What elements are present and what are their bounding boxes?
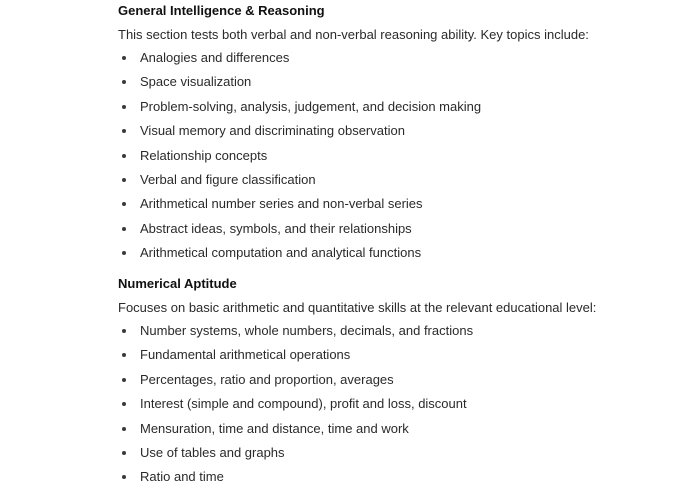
list-item-text: Analogies and differences: [140, 50, 290, 65]
list-item: [118, 95, 678, 119]
list-item: [118, 144, 678, 168]
topic-list-numerical: [118, 319, 678, 490]
list-item: [118, 192, 678, 216]
section-title-numerical: Numerical Aptitude: [118, 276, 237, 291]
topic-list-reasoning: [118, 46, 678, 266]
bullet-icon: [122, 402, 126, 406]
section-intro-numerical: Focuses on basic arithmetic and quantitative skills at the relevant educational level:: [118, 300, 597, 315]
section-title-reasoning: General Intelligence & Reasoning: [118, 3, 325, 18]
bullet-icon: [122, 329, 126, 333]
list-item: [118, 441, 678, 465]
bullet-icon: [122, 378, 126, 382]
list-item-text: Space visualization: [140, 74, 252, 90]
list-item-text: Abstract ideas, symbols, and their relationships: [140, 220, 412, 236]
bullet-icon: [122, 154, 126, 158]
list-item: [118, 168, 678, 192]
list-item-text: Visual memory and discriminating observation: [140, 123, 405, 139]
list-item-text: Number systems, whole numbers, decimals, and fractions: [140, 323, 474, 338]
list-item-text: Relationship concepts: [140, 147, 268, 163]
list-item-text: Arithmetical computation and analytical functions: [140, 245, 422, 261]
list-item: [118, 343, 678, 367]
bullet-icon: [122, 227, 126, 231]
list-item: [118, 217, 678, 241]
list-item-text: Use of tables and graphs: [140, 444, 285, 460]
list-item: [118, 392, 678, 416]
list-item: [118, 119, 678, 143]
list-item-text: Mensuration, time and distance, time and work: [140, 420, 409, 436]
bullet-icon: [122, 427, 126, 431]
list-item-text: Fundamental arithmetical operations: [140, 347, 351, 363]
list-item-text: Ratio and time: [140, 469, 224, 485]
section-intro-reasoning: This section tests both verbal and non-verbal reasoning ability. Key topics include:: [118, 27, 589, 42]
list-item: [118, 368, 678, 392]
bullet-icon: [122, 178, 126, 182]
list-item: [118, 46, 678, 70]
list-item: [118, 417, 678, 441]
bullet-icon: [122, 475, 126, 479]
bullet-icon: [122, 80, 126, 84]
list-item: [118, 319, 678, 343]
list-item-text: Interest (simple and compound), profit and loss, discount: [140, 396, 467, 412]
list-item-text: Arithmetical number series and non-verbal series: [140, 196, 423, 212]
list-item: [118, 241, 678, 265]
bullet-icon: [122, 129, 126, 133]
bullet-icon: [122, 451, 126, 455]
list-item: [118, 70, 678, 94]
bullet-icon: [122, 251, 126, 255]
bullet-icon: [122, 105, 126, 109]
bullet-icon: [122, 202, 126, 206]
list-item-text: Percentages, ratio and proportion, averages: [140, 371, 394, 387]
list-item-text: Problem-solving, analysis, judgement, and decision making: [140, 98, 482, 114]
bullet-icon: [122, 56, 126, 60]
list-item-text: Verbal and figure classification: [140, 171, 316, 187]
list-item: [118, 465, 678, 489]
bullet-icon: [122, 353, 126, 357]
